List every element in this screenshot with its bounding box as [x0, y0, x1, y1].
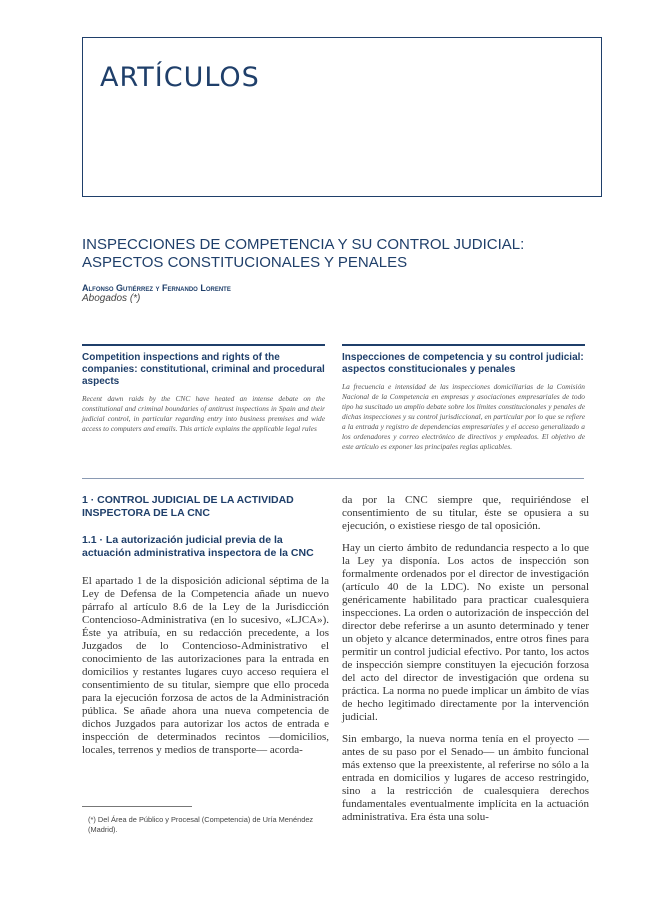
abstract-english-title: Competition inspections and rights of the companies: constitutional, criminal and procedural aspects	[82, 352, 325, 387]
body-paragraph: da por la CNC siempre que, requiriéndose el consentimiento de su titular, éste se opusiera a su ejecución, o existiese riesgo de tal oposición.	[342, 494, 589, 532]
abstract-english	[82, 344, 325, 434]
footnote-mark: (*)	[88, 815, 96, 824]
article-title	[82, 236, 582, 272]
abstract-divider	[82, 478, 584, 479]
footnote	[88, 815, 328, 835]
subsection-heading: 1.1 · La autorización judicial previa de la actuación administrativa inspectora de la CNC	[82, 534, 314, 559]
abstract-english-text: Recent dawn raids by the CNC have heated an intense debate on the constitutional and criminal boundaries of antitrust inspections in Spain and their judicial control, in particular regarding entry into business premises and wide access to computers and emails. This article explains the applicable legal rules	[82, 394, 325, 433]
article-title-line-2: ASPECTOS CONSTITUCIONALES Y PENALES	[82, 254, 408, 271]
abstract-spanish	[342, 344, 585, 452]
footnote-text: Del Área de Público y Procesal (Competencia) de Uría Menéndez (Madrid).	[88, 815, 314, 834]
authors-role: Abogados (*)	[82, 293, 141, 304]
abstract-spanish-text: La frecuencia e intensidad de las inspecciones domiciliarias de la Comisión Nacional de la Competencia en empresas y asociaciones empresariales de todo tipo ha suscitado un amplio debate sobre los límites constitucionales y penales de dichas inspecciones y su control jurisdiccional, en particular por lo que se refiere a la entrada y registro de dependencias empresariales y el acceso generalizado a los ordenadores y correo electrónico de directivos y empleados. El objetivo de este artículo es exponer las principales reglas aplicables.	[342, 382, 585, 451]
section-heading: 1 · CONTROL JUDICIAL DE LA ACTIVIDAD INSPECTORA DE LA CNC	[82, 494, 294, 519]
abstract-spanish-title: Inspecciones de competencia y su control judicial: aspectos constitucionales y penales	[342, 352, 584, 375]
footnote-divider	[82, 806, 192, 807]
body-column-right	[342, 494, 589, 833]
body-paragraph: Hay un cierto ámbito de redundancia respecto a lo que la Ley ya disponía. Los actos de inspección son formalmente ordenados por el director de investigación (artículo 40 de la LDC). No existe un personal genéricamente habilitado para practicar cualesquiera inspecciones. La orden o autorización de inspección del director debe referirse a un asunto determinado y tener un objeto y alcance determinados, entre otros fines para permitir un control judicial efectivo. Por tanto, los actos de inspección siempre constituyen la ejecución forzosa del acto del director de investigación que ordena su práctica. La norma no puede implicar un ámbito de vías de hecho legitimado directamente por la intervención judicial.	[342, 542, 589, 723]
body-paragraph: Sin embargo, la nueva norma tenía en el proyecto —antes de su paso por el Senado— un ámbito funcional más extenso que la preexistente, al referirse no sólo a la entrada en domicilios y lugares de acceso restringido, sino a la restricción de cualesquiera derechos fundamentales eventualmente implícita en la actuación administrativa. Era ésta una solu-	[342, 733, 589, 823]
body-paragraph: El apartado 1 de la disposición adicional séptima de la Ley de Defensa de la Competencia añade un nuevo párrafo al artículo 8.6 de la Ley de la Jurisdicción Contencioso-Administrativa (en lo sucesivo, «LJCA»). Éste ya atribuía, en su redacción precedente, a los Juzgados de lo Contencioso-Administrativo el conocimiento de las autorizaciones para la entrada en domicilios y restantes lugares cuyo acceso requiera el consentimiento de su titular, siempre que ello proceda para la ejecución forzosa de actos de la Administración pública. Se añade ahora una nueva competencia de dichos Juzgados para autorizar los actos de entrada e inspección de determinados recintos —domicilios, locales, terrenos y medios de transporte— acorda-	[82, 575, 329, 756]
section-header-box	[82, 37, 602, 197]
section-label: ARTÍCULOS	[100, 62, 260, 93]
authors: Alfonso Gutiérrez y Fernando Lorente	[82, 283, 231, 293]
article-title-line-1: INSPECCIONES DE COMPETENCIA Y SU CONTROL JUDICIAL:	[82, 236, 525, 253]
body-column-left	[82, 494, 329, 766]
